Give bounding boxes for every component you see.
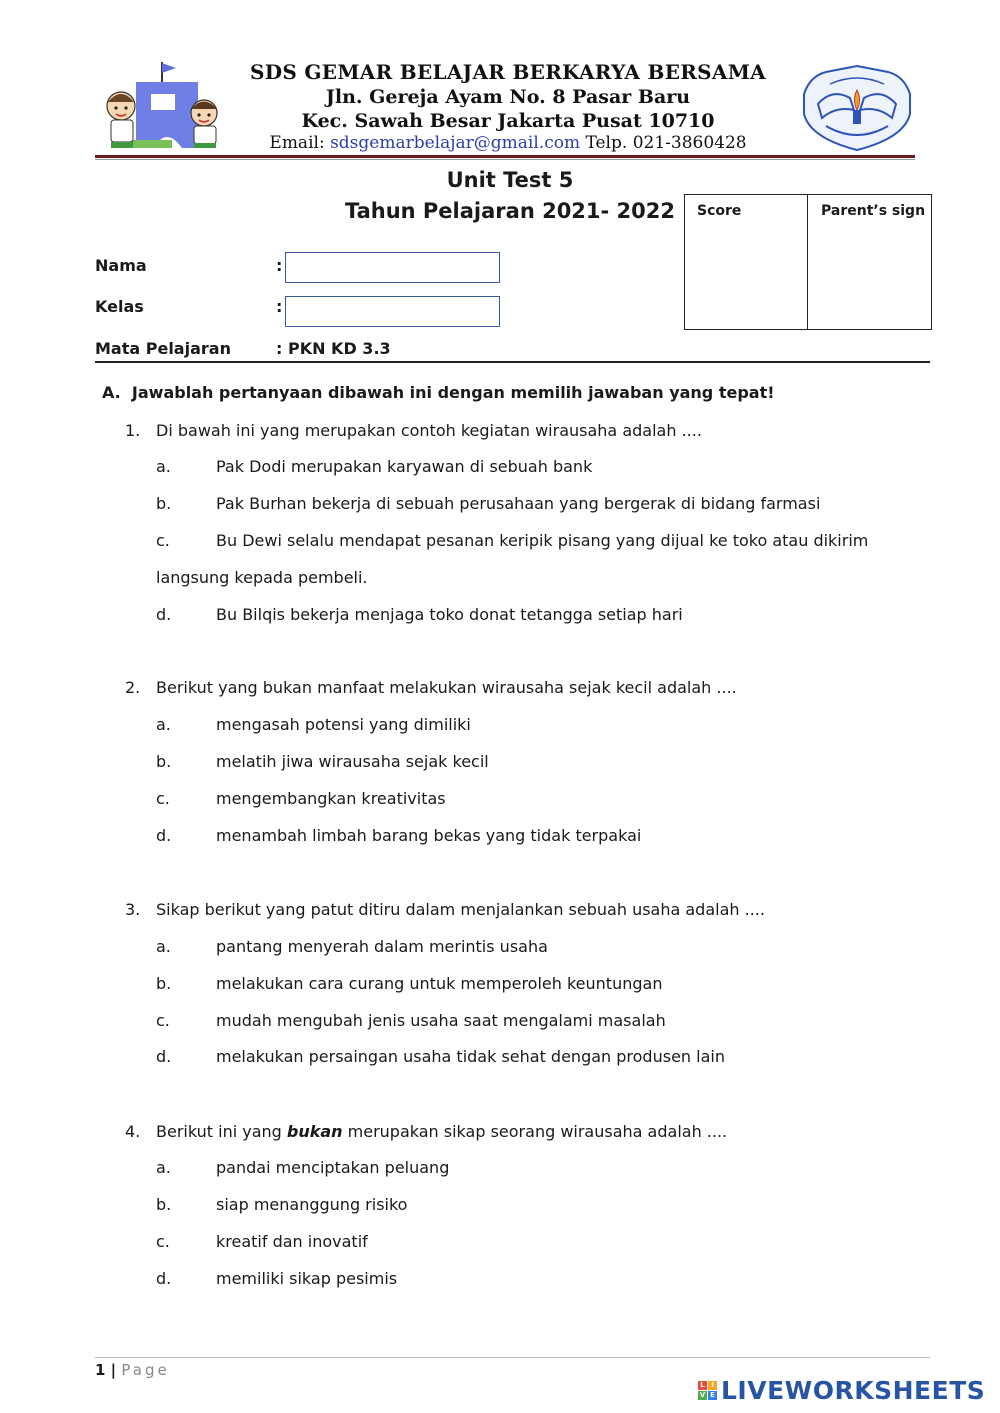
score-box: [684, 194, 932, 330]
question-number: 1.: [125, 421, 141, 440]
score-box-divider: [807, 195, 808, 329]
option-letter: b.: [156, 494, 172, 513]
page-number-value: 1: [95, 1361, 106, 1379]
school-email: sdsgemarbelajar@gmail.com: [330, 133, 581, 153]
section-letter: A.: [102, 383, 121, 402]
logo-letter: V: [699, 1391, 706, 1399]
school-phone: Telp. 021-3860428: [580, 133, 747, 153]
question-text: [156, 1122, 727, 1141]
brand-name: LIVEWORKSHEETS: [721, 1376, 986, 1405]
mapel-label: Mata Pelajaran: [95, 339, 231, 358]
option-letter: b.: [156, 1195, 172, 1214]
question-number: 3.: [125, 900, 141, 919]
liveworksheets-brand[interactable]: [698, 1376, 985, 1405]
option-text[interactable]: menambah limbah barang bekas yang tidak terpakai: [216, 826, 642, 845]
option-text[interactable]: siap menanggung risiko: [216, 1195, 408, 1214]
option-letter: d.: [156, 1047, 172, 1066]
footer-rule: [95, 1357, 930, 1358]
kelas-colon: :: [276, 297, 283, 316]
option-letter: c.: [156, 789, 170, 808]
score-label: Score: [697, 203, 742, 219]
question-text: Berikut yang bukan manfaat melakukan wirausaha sejak kecil adalah ....: [156, 678, 737, 697]
mapel-value: : PKN KD 3.3: [276, 339, 391, 358]
option-letter: c.: [156, 1011, 170, 1030]
option-letter: a.: [156, 457, 171, 476]
option-text[interactable]: Bu Bilqis bekerja menjaga toko donat tetangga setiap hari: [216, 605, 683, 624]
header-rule: [95, 155, 915, 158]
school-name: SDS GEMAR BELAJAR BERKARYA BERSAMA: [250, 60, 766, 84]
option-letter: a.: [156, 1158, 171, 1177]
option-letter: a.: [156, 937, 171, 956]
academic-year: Tahun Pelajaran 2021- 2022: [344, 199, 676, 223]
option-letter: c.: [156, 1232, 170, 1251]
form-divider: [95, 361, 930, 363]
school-address-line2: Kec. Sawah Besar Jakarta Pusat 10710: [301, 110, 715, 132]
school-address-line1: Jln. Gereja Ayam No. 8 Pasar Baru: [325, 86, 691, 108]
question-number: 4.: [125, 1122, 141, 1141]
tut-wuri-handayani-emblem-icon: [800, 64, 914, 154]
option-text[interactable]: Pak Burhan bekerja di sebuah perusahaan yang bergerak di bidang farmasi: [216, 494, 821, 513]
section-instruction: [102, 383, 775, 402]
logo-letter: L: [698, 1381, 707, 1390]
kelas-label: Kelas: [95, 297, 144, 316]
option-text[interactable]: pandai menciptakan peluang: [216, 1158, 450, 1177]
school-contact-line: [228, 133, 788, 153]
option-letter: d.: [156, 605, 172, 624]
kelas-input[interactable]: [285, 296, 500, 327]
question-text-after: merupakan sikap seorang wirausaha adalah ....: [342, 1122, 728, 1141]
email-label: Email:: [269, 133, 331, 153]
question-number: 2.: [125, 678, 141, 697]
school-mascot-logo-icon: [96, 58, 231, 153]
option-text[interactable]: kreatif dan inovatif: [216, 1232, 368, 1251]
page-number: [95, 1361, 170, 1379]
test-title: Unit Test 5: [446, 168, 574, 192]
option-text[interactable]: melakukan persaingan usaha tidak sehat dengan produsen lain: [216, 1047, 725, 1066]
option-text[interactable]: melakukan cara curang untuk memperoleh keuntungan: [216, 974, 663, 993]
question-text: Di bawah ini yang merupakan contoh kegiatan wirausaha adalah ....: [156, 421, 702, 440]
header-rule-thin: [95, 159, 915, 160]
option-letter: b.: [156, 752, 172, 771]
nama-label: Nama: [95, 256, 147, 275]
option-letter: d.: [156, 826, 172, 845]
page-separator: |: [105, 1361, 122, 1379]
option-text[interactable]: mengembangkan kreativitas: [216, 789, 446, 808]
liveworksheets-logo-icon: [698, 1381, 717, 1400]
option-letter: c.: [156, 531, 170, 550]
logo-letter: I: [708, 1381, 717, 1390]
option-text[interactable]: Pak Dodi merupakan karyawan di sebuah bank: [216, 457, 593, 476]
option-text[interactable]: pantang menyerah dalam merintis usaha: [216, 937, 548, 956]
logo-letter: E: [708, 1391, 717, 1400]
option-letter: d.: [156, 1269, 172, 1288]
question-text: Sikap berikut yang patut ditiru dalam menjalankan sebuah usaha adalah ....: [156, 900, 765, 919]
page-word: Page: [121, 1361, 170, 1379]
option-text-continuation[interactable]: langsung kepada pembeli.: [156, 568, 368, 587]
option-text[interactable]: mengasah potensi yang dimiliki: [216, 715, 471, 734]
option-letter: a.: [156, 715, 171, 734]
nama-colon: :: [276, 256, 283, 275]
section-text: Jawablah pertanyaan dibawah ini dengan memilih jawaban yang tepat!: [131, 383, 775, 402]
option-letter: b.: [156, 974, 172, 993]
question-text-before: Berikut ini yang: [156, 1122, 287, 1141]
option-text[interactable]: Bu Dewi selalu mendapat pesanan keripik pisang yang dijual ke toko atau dikirim: [216, 531, 869, 550]
option-text[interactable]: memiliki sikap pesimis: [216, 1269, 398, 1288]
parent-sign-label: Parent’s sign: [821, 203, 926, 219]
question-emphasis: bukan: [286, 1122, 343, 1141]
nama-input[interactable]: [285, 252, 500, 283]
option-text[interactable]: mudah mengubah jenis usaha saat mengalami masalah: [216, 1011, 666, 1030]
option-text[interactable]: melatih jiwa wirausaha sejak kecil: [216, 752, 489, 771]
